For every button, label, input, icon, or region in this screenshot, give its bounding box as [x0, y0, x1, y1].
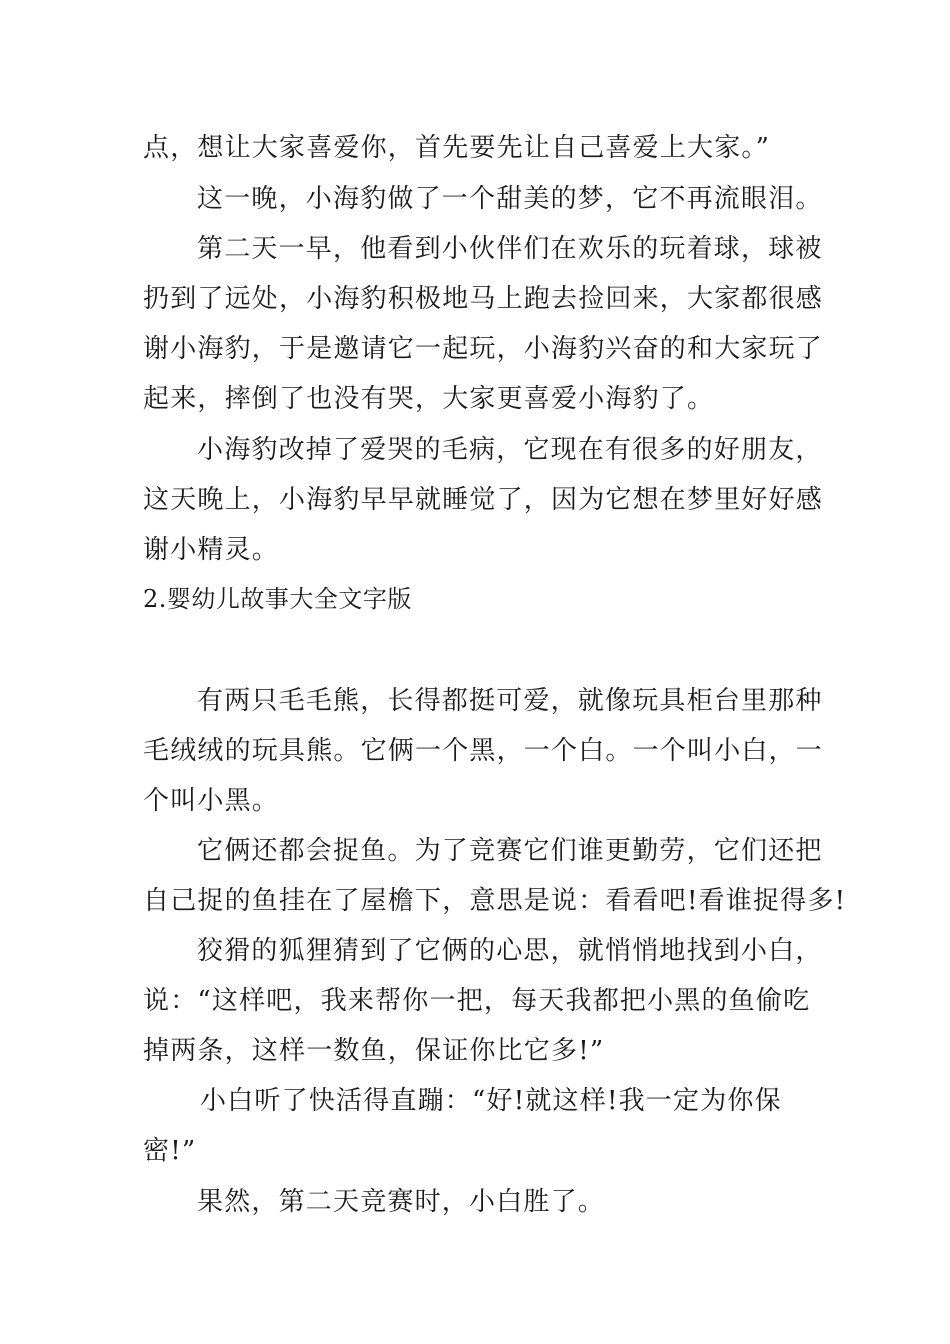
text-line: 小白听了快活得直蹦：“好!就这样!我一定为你保 [200, 1086, 782, 1116]
text-line: 第二天一早，他看到小伙伴们在欢乐的玩着球，球被 [197, 234, 823, 264]
text-line: 谢小精灵。 [143, 535, 280, 565]
text-line: 点，想让大家喜爱你，首先要先让自己喜爱上大家。” [143, 133, 771, 163]
text-line: 扔到了远处，小海豹积极地马上跑去捡回来，大家都很感 [143, 284, 824, 314]
text-line: 说：“这样吧，我来帮你一把，每天我都把小黑的鱼偷吃 [143, 986, 811, 1016]
text-line: 谢小海豹，于是邀请它一起玩，小海豹兴奋的和大家玩了 [143, 334, 824, 364]
text-line: 有两只毛毛熊，长得都挺可爱，就像玩具柜台里那种 [197, 686, 823, 716]
text-line: 果然，第二天竞赛时，小白胜了。 [197, 1187, 606, 1217]
text-line: 这天晚上，小海豹早早就睡觉了，因为它想在梦里好好感 [143, 485, 824, 515]
text-line: 个叫小黑。 [143, 786, 280, 816]
text-line: 起来，摔倒了也没有哭，大家更喜爱小海豹了。 [143, 384, 715, 414]
text-line: 它俩还都会捉鱼。为了竞赛它们谁更勤劳，它们还把 [197, 836, 823, 866]
text-line: 这一晚，小海豹做了一个甜美的梦，它不再流眼泪。 [197, 184, 823, 214]
text-line: 掉两条，这样一数鱼，保证你比它多!” [143, 1036, 605, 1066]
text-line: 小海豹改掉了爱哭的毛病，它现在有很多的好朋友， [197, 435, 823, 465]
section-heading: 2.婴幼儿故事大全文字版 [143, 585, 412, 613]
text-line: 毛绒绒的玩具熊。它俩一个黑，一个白。一个叫小白，一 [143, 736, 824, 766]
text-line: 密!” [143, 1136, 197, 1166]
text-line: 自己捉的鱼挂在了屋檐下，意思是说：看看吧!看谁捉得多! [143, 886, 847, 916]
text-line: 狡猾的狐狸猜到了它俩的心思，就悄悄地找到小白， [197, 936, 823, 966]
